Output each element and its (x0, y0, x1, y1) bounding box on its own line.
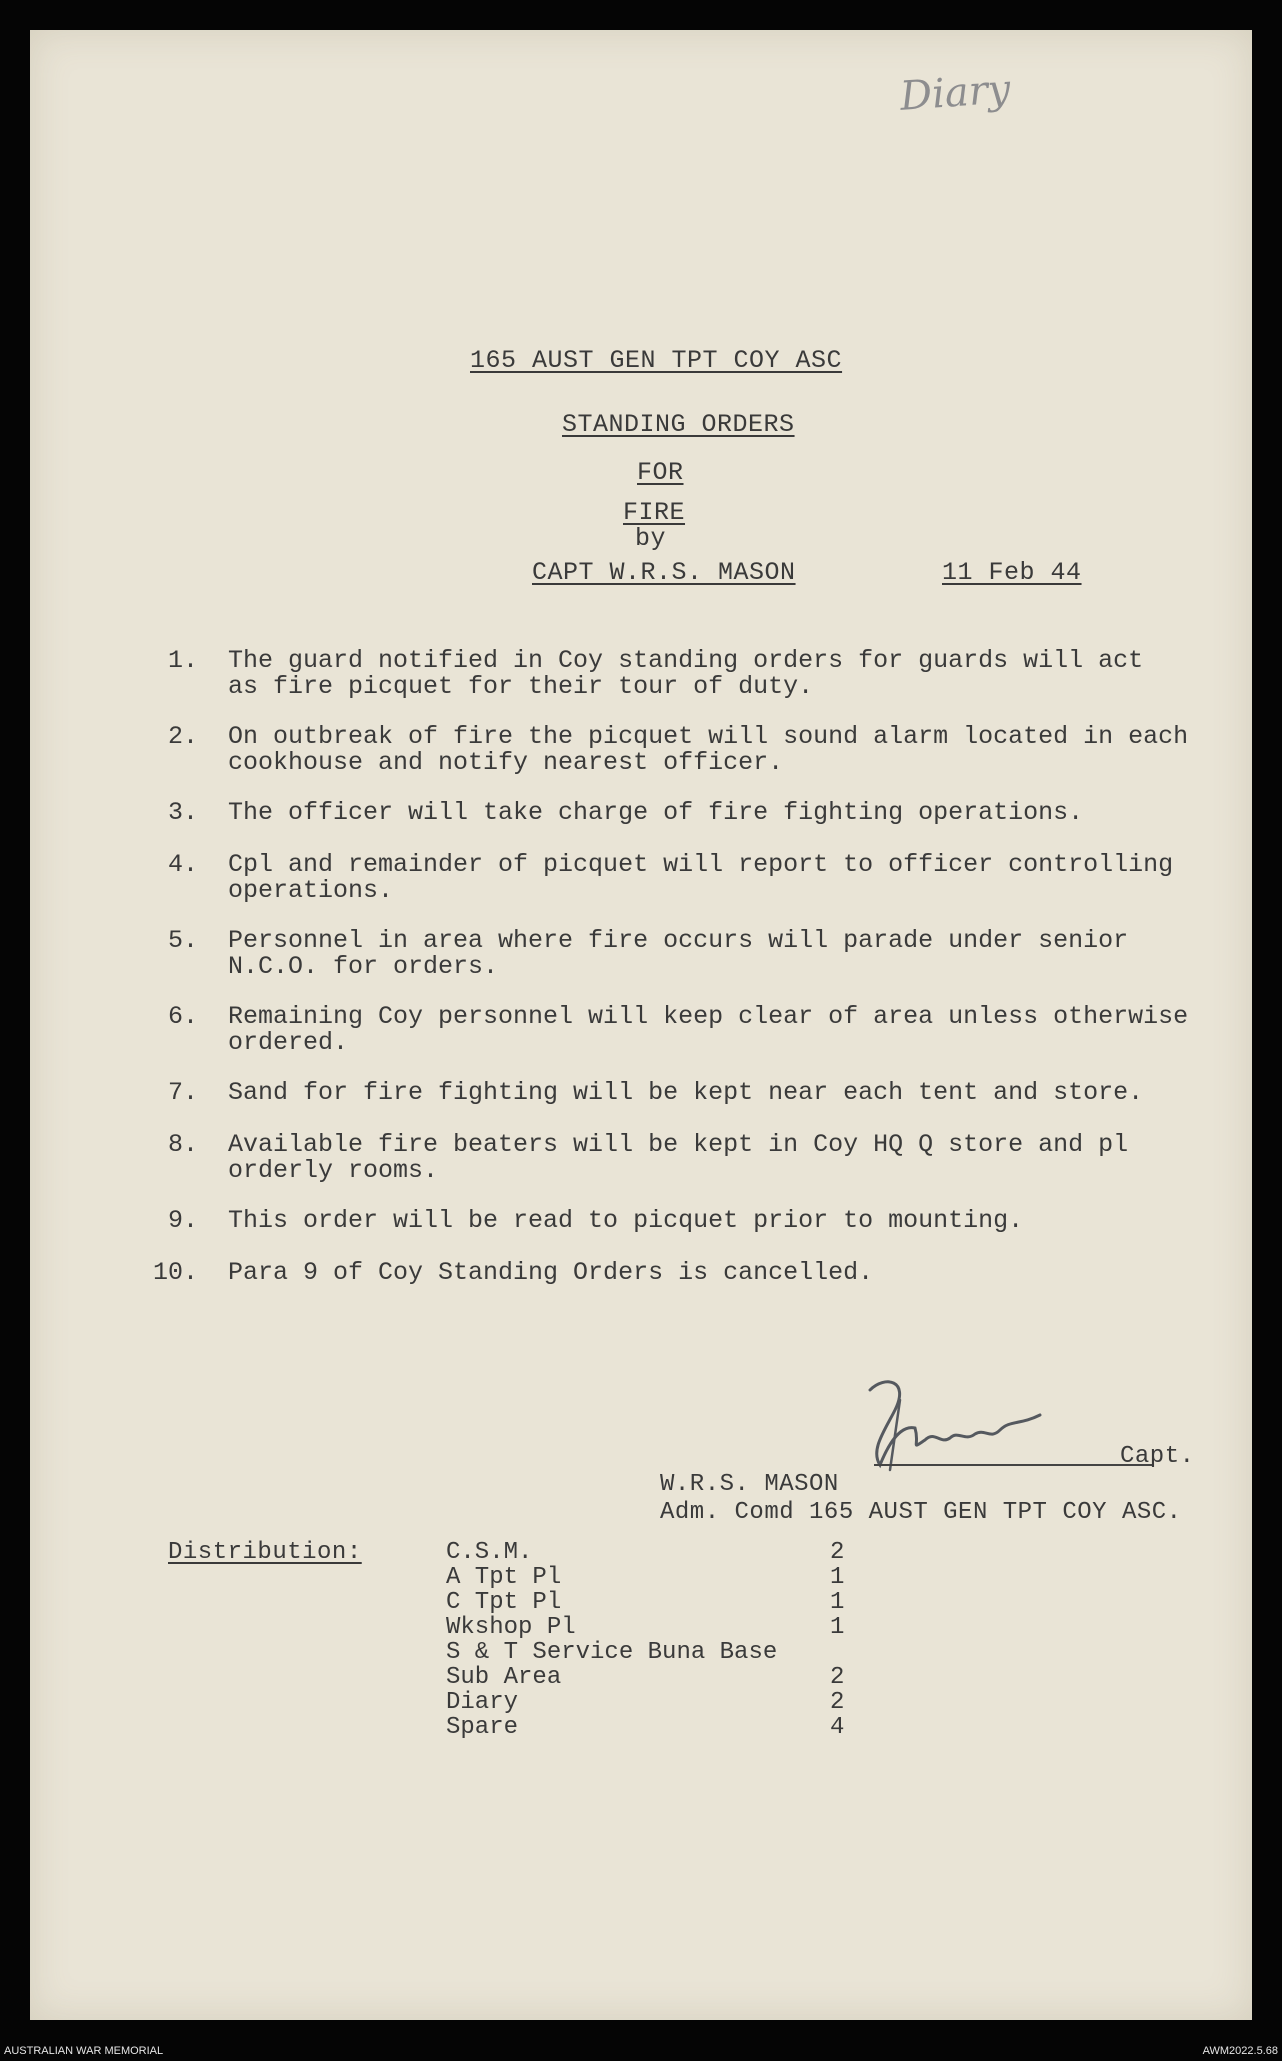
author-line: CAPT W.R.S. MASON (532, 558, 796, 587)
recipient: A Tpt Pl (446, 1564, 562, 1591)
copy-count: 4 (830, 1714, 845, 1741)
footer-accession-number: AWM2022.5.68 (1202, 2045, 1278, 2057)
copy-count: 2 (830, 1664, 845, 1691)
distribution-label: Distribution: (168, 1539, 362, 1566)
item-number: 9. (167, 1206, 198, 1235)
recipient: Spare (446, 1714, 519, 1741)
item-number: 5. (167, 926, 198, 955)
document-date: 11 Feb 44 (942, 558, 1082, 587)
handwritten-annotation: Diary (898, 66, 1012, 120)
recipient: C Tpt Pl (446, 1589, 562, 1616)
item-number: 7. (167, 1078, 198, 1107)
item-text: The officer will take charge of fire fighting operations. (228, 798, 1084, 827)
unit-heading: 165 AUST GEN TPT COY ASC (470, 346, 843, 375)
item-text: Personnel in area where fire occurs will parade under senior N.C.O. for orders. (228, 926, 1129, 981)
signature-line (874, 1464, 1154, 1466)
copy-count: 1 (830, 1589, 845, 1616)
item-number: 8. (167, 1130, 198, 1159)
item-text: Sand for fire fighting will be kept near each tent and store. (228, 1078, 1144, 1107)
item-number: 10. (152, 1258, 198, 1287)
item-number: 1. (167, 646, 198, 675)
title-by: by (635, 524, 667, 553)
footer-archive-name: AUSTRALIAN WAR MEMORIAL (4, 2045, 164, 2057)
item-text: This order will be read to picquet prior to mounting. (228, 1206, 1024, 1235)
item-text: On outbreak of fire the picquet will sound alarm located in each cookhouse and notify nearest officer. (228, 722, 1189, 777)
recipient: C.S.M. (446, 1539, 533, 1566)
recipient: Sub Area (446, 1664, 562, 1691)
recipient: S & T Service Buna Base (446, 1639, 778, 1666)
item-number: 2. (167, 722, 198, 751)
document-title: STANDING ORDERS (562, 410, 795, 439)
item-number: 6. (167, 1002, 198, 1031)
signature-role: Adm. Comd 165 AUST GEN TPT COY ASC. (660, 1499, 1182, 1526)
title-for: FOR (637, 458, 684, 487)
copy-count: 2 (830, 1539, 845, 1566)
copy-count: 1 (830, 1564, 845, 1591)
copy-count: 1 (830, 1614, 845, 1641)
item-text: Remaining Coy personnel will keep clear of area unless otherwise ordered. (228, 1002, 1189, 1057)
document-page (30, 30, 1252, 2020)
item-text: Cpl and remainder of picquet will report to officer controlling operations. (228, 850, 1174, 905)
item-text: Available fire beaters will be kept in Coy HQ Q store and pl orderly rooms. (228, 1130, 1129, 1185)
title-subject: FIRE (623, 498, 686, 527)
item-number: 4. (167, 850, 198, 879)
recipient: Diary (446, 1689, 519, 1716)
recipient: Wkshop Pl (446, 1614, 576, 1641)
item-number: 3. (167, 798, 198, 827)
item-text: The guard notified in Coy standing orders for guards will act as fire picquet for their tour of duty. (228, 646, 1144, 701)
signature-name: W.R.S. MASON (660, 1471, 839, 1498)
copy-count: 2 (830, 1689, 845, 1716)
signature-rank: Capt. (1120, 1443, 1195, 1470)
item-text: Para 9 of Coy Standing Orders is cancelled. (228, 1258, 874, 1287)
